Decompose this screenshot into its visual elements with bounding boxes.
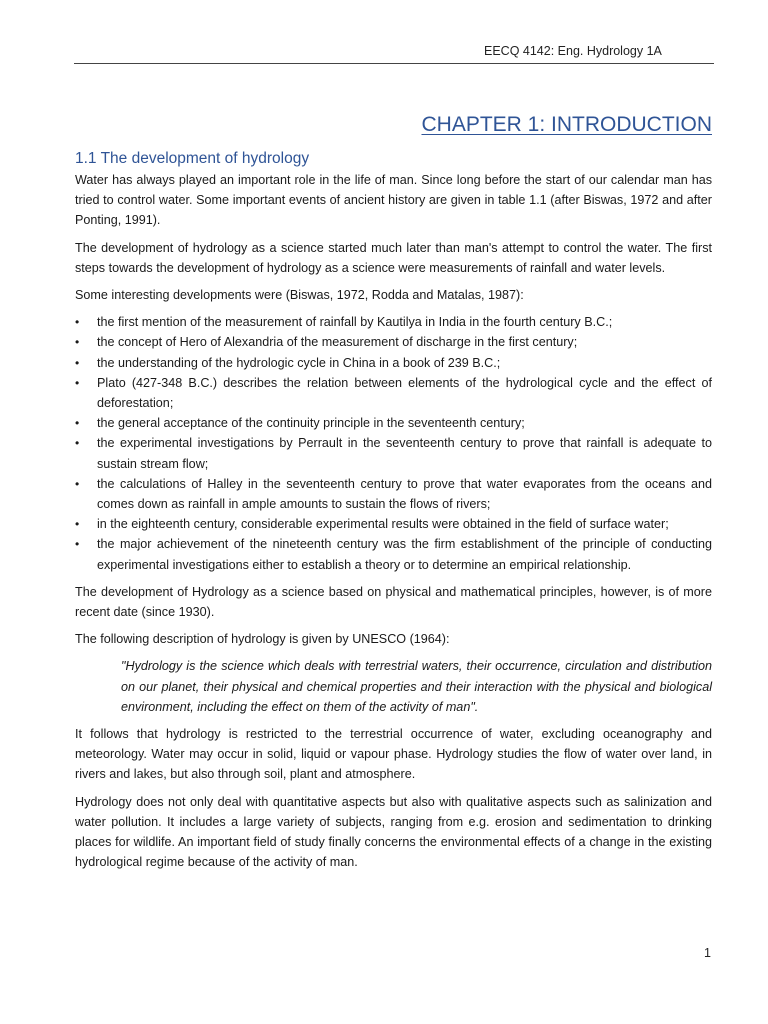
paragraph: Hydrology does not only deal with quantitative aspects but also with qualitative aspects such as salinization and water pollution. It includes a large variety of subjects, ranging from e.g. erosion and sedimentation to drinking places for wildlife. An important field of study finally concerns the environmental effects of a change in the existing hydrological regime because of the activity of man. [75,794,712,870]
list-item-text: the first mention of the measurement of rainfall by Kautilya in India in the fourth century B.C.; [97,315,613,330]
section-title: 1.1 The development of hydrology [75,150,310,167]
bullet-icon: • [75,537,80,552]
paragraph: It follows that hydrology is restricted to the terrestrial occurrence of water, excluding oceanography and meteorology. Water may occur in solid, liquid or vapour phase. Hydrology studies the flow of water over land, in rivers and lakes, but also through soil, plant and atmosphere. [75,727,712,782]
bullet-icon: • [75,335,80,350]
page-body [75,110,712,880]
list-item [75,474,712,514]
bullet-icon: • [75,355,80,370]
list-item [75,413,712,433]
list-item-text: the understanding of the hydrologic cycle in China in a book of 239 B.C.; [97,355,501,370]
page-number: 1 [704,946,711,960]
paragraph: The following description of hydrology is given by UNESCO (1964): [75,632,450,647]
list-item [75,353,712,373]
paragraph: The development of Hydrology as a science based on physical and mathematical principles, however, is of more recent date (since 1930). [75,584,712,620]
list-item-text: the concept of Hero of Alexandria of the measurement of discharge in the first century; [97,335,578,350]
list-item-text: the calculations of Halley in the seventeenth century to prove that water evaporates from the oceans and comes down as rainfall in ample amounts to sustain the flows of rivers; [97,476,712,512]
list-item [75,514,712,534]
list-item [75,312,712,332]
unesco-quote: "Hydrology is the science which deals with terrestrial waters, their occurrence, circulation and distribution on our planet, their physical and chemical properties and their interaction with the physical and biological environment, including the effect on them of the activity of man". [121,659,712,714]
developments-list [75,312,712,575]
chapter-title: CHAPTER 1: INTRODUCTION [421,113,712,136]
bullet-icon: • [75,315,80,330]
list-item [75,373,712,413]
running-header: EECQ 4142: Eng. Hydrology 1A [484,44,662,58]
bullet-icon: • [75,436,80,451]
list-item-text: Plato (427-348 B.C.) describes the relation between elements of the hydrological cycle and the effect of deforestation; [97,375,712,411]
list-item-text: the general acceptance of the continuity principle in the seventeenth century; [97,416,525,431]
bullet-icon: • [75,517,80,532]
bullet-icon: • [75,476,80,491]
header-rule [74,63,714,64]
list-item-text: in the eighteenth century, considerable experimental results were obtained in the field of surface water; [97,517,669,532]
list-item [75,534,712,574]
bullet-icon: • [75,375,80,390]
list-item-text: the major achievement of the nineteenth century was the firm establishment of the principle of conducting experimental investigations either to establish a theory or to determine an empirical relationship. [97,537,712,572]
list-item [75,332,712,352]
list-item-text: the experimental investigations by Perrault in the seventeenth century to prove that rainfall is adequate to sustain stream flow; [97,436,712,471]
paragraph: Water has always played an important role in the life of man. Since long before the start of our calendar man has tried to control water. Some important events of ancient history are given in table 1.1 (after Biswas, 1972 and after Ponting, 1991). [75,173,712,228]
list-item [75,433,712,473]
bullet-icon: • [75,416,80,431]
paragraph: The development of hydrology as a science started much later than man's attempt to control the water. The first steps towards the development of hydrology as a science were measurements of rainfall and water levels. [75,240,712,275]
paragraph: Some interesting developments were (Biswas, 1972, Rodda and Matalas, 1987): [75,288,524,303]
